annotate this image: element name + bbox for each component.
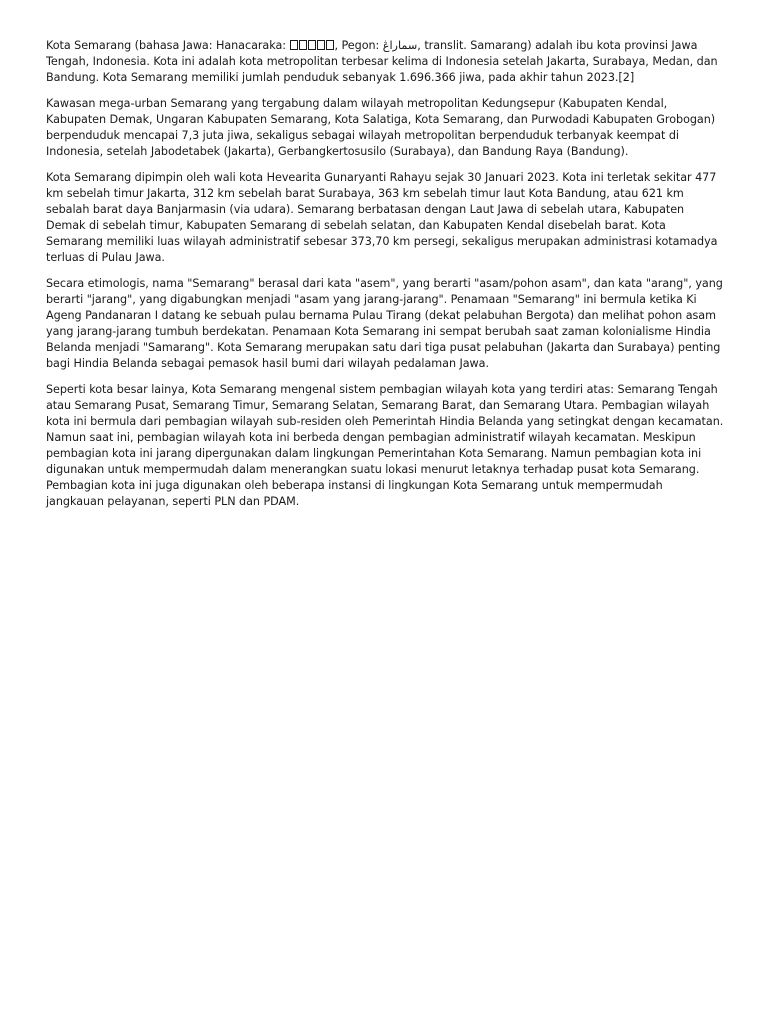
paragraph-metropolitan: Kawasan mega-urban Semarang yang tergabung dalam wilayah metropolitan Kedungsepur (Kabupaten Kendal, Kabupaten Demak, Ungaran Kabupaten Semarang, Kota Salatiga, Kota Semarang, dan Purwodadi Kabupaten Grobogan) berpenduduk mencapai 7,3 juta jiwa, sekaligus sebagai wilayah metropolitan berpenduduk terbanyak keempat di Indonesia, setelah Jabodetabek (Jakarta), Gerbangkertosusilo (Surabaya), dan Bandung Raya (Bandung). [46,96,716,159]
paragraph-geography: Kota Semarang dipimpin oleh wali kota Hevearita Gunaryanti Rahayu sejak 30 Januari 2023. Kota ini terletak sekitar 477 km sebelah timur Jakarta, 312 km sebelah barat Surabaya, 363 km sebelah timur laut Kota Bandung, atau 621 km sebalah barat daya Banjarmasin (via udara). Semarang berbatasan dengan Laut Jawa di sebelah utara, Kabupaten Demak di sebelah timur, Kabupaten Semarang di sebelah selatan, dan Kabupaten Kendal disebelah barat. Kota Semarang memiliki luas wilayah administratif sebesar 373,70 km persegi, sekaligus merupakan administrasi kotamadya terluas di Pulau Jawa. [46,170,718,265]
hanacaraka-unrendered-glyphs [290,39,335,52]
intro-text-rest: , translit. Samarang) adalah ibu kota provinsi Jawa Tengah, Indonesia. Kota ini adalah kota metropolitan terbesar kelima di Indonesia setelah Jakarta, Surabaya, Medan, dan Bandung. Kota Semarang memiliki jumlah penduduk sebanyak 1.696.366 jiwa, pada akhir tahun 2023.[2] [46,39,718,85]
paragraph-intro [46,38,724,86]
paragraph-etymology: Secara etimologis, nama "Semarang" berasal dari kata "asem", yang berarti "asam/pohon asam", dan kata "arang", yang berarti "jarang", yang digabungkan menjadi "asam yang jarang-jarang". Penamaan "Semarang" ini bermula ketika Ki Ageng Pandanaran I datang ke sebuah pulau bernama Pulau Tirang (dekat pelabuhan Bergota) dan melihat pohon asam yang jarang-jarang tumbuh berdekatan. Penamaan Kota Semarang ini sempat berubah saat zaman kolonialisme Hindia Belanda menjadi "Samarang". Kota Semarang merupakan satu dari tiga pusat pelabuhan (Jakarta dan Surabaya) penting bagi Hindia Belanda sebagai pemasok hasil bumi dari wilayah pedalaman Jawa. [46,276,723,371]
intro-text-pegon-label: , Pegon: [334,39,383,52]
paragraph-city-division: Seperti kota besar lainya, Kota Semarang mengenal sistem pembagian wilayah kota yang terdiri atas: Semarang Tengah atau Semarang Pusat, Semarang Timur, Semarang Selatan, Semarang Barat, dan Semarang Utara. Pembagian wilayah kota ini bermula dari pembagian wilayah sub-residen oleh Pemerintah Hindia Belanda yang setingkat dengan kecamatan. Namun saat ini, pembagian wilayah kota ini berbeda dengan pembagian administratif wilayah kecamatan. Meskipun pembagian kota ini jarang dipergunakan dalam lingkungan Pemerintahan Kota Semarang. Namun pembagian kota ini digunakan untuk mempermudah dalam menerangkan suatu lokasi menurut letaknya terhadap pusat kota Semarang. Pembagian kota ini juga digunakan oleh beberapa instansi di lingkungan Kota Semarang untuk mempermudah jangkauan pelayanan, seperti PLN dan PDAM. [46,382,724,509]
pegon-script-text: سماراڠ [382,39,418,52]
intro-text-start: Kota Semarang (bahasa Jawa: Hanacaraka: [46,39,290,52]
document-body [46,38,724,520]
